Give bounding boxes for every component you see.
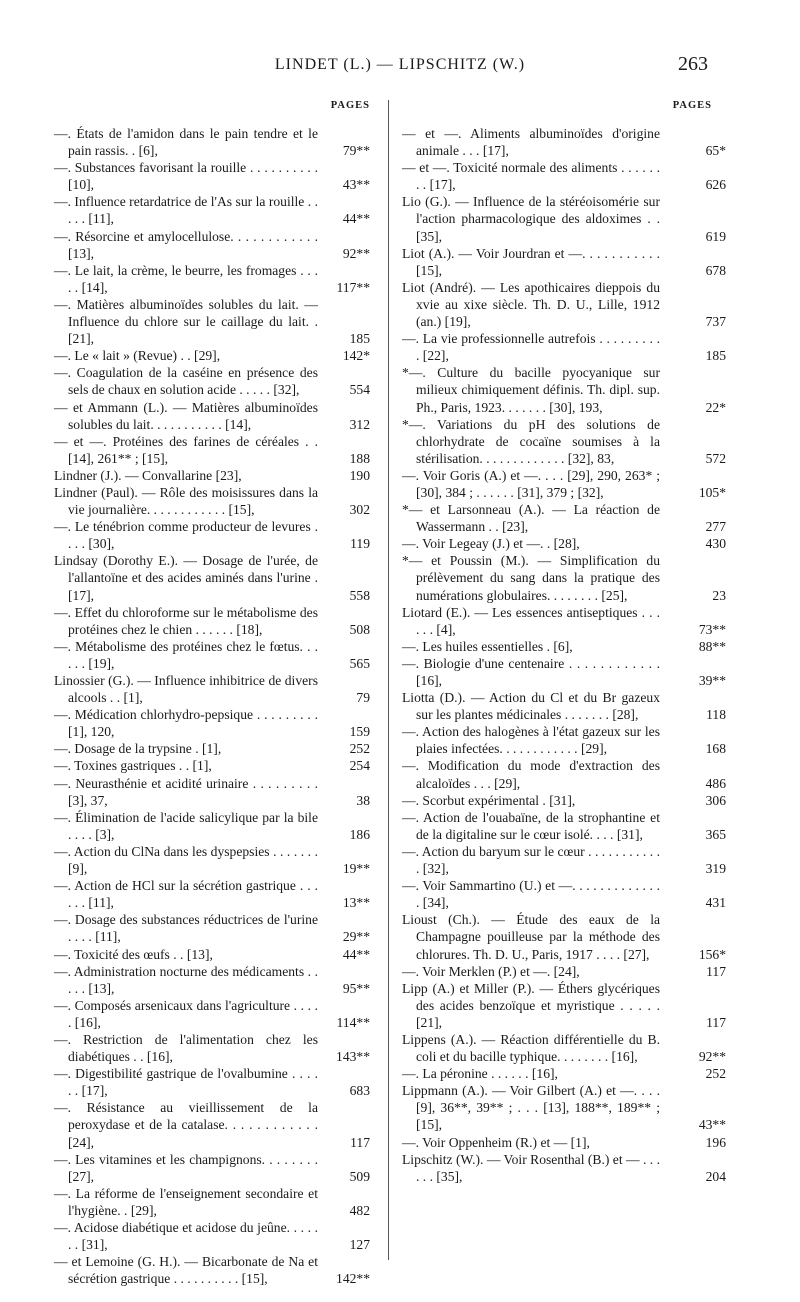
index-entry — [402, 911, 726, 962]
index-entry — [402, 193, 726, 244]
entry-text: Liot (André). — Les apothicaires dieppois du xvie au xixe siècle. Th. D. U., Lille, 1912 (an.) [19], — [402, 279, 660, 330]
entry-text: Lipschitz (W.). — Voir Rosenthal (B.) et — . . . . . . [35], — [402, 1151, 661, 1184]
index-entry — [402, 757, 726, 791]
index-entry — [402, 125, 726, 159]
index-entry — [402, 809, 726, 843]
index-entry — [54, 706, 370, 740]
entry-text: —. Toxines gastriques . . [1], — [54, 758, 212, 774]
entry-page-ref: 23 — [712, 587, 726, 603]
entry-text: —. Composés arsenicaux dans l'agriculture . . . . . [16], — [54, 997, 318, 1030]
index-entry — [54, 877, 370, 911]
entry-page-ref: 185 — [349, 331, 370, 347]
entry-page-ref: 127 — [349, 1237, 370, 1253]
entry-page-ref: 39** — [698, 673, 726, 688]
entry-page-ref: 88** — [698, 638, 726, 654]
index-entry — [402, 1134, 726, 1151]
entry-text: —. Action des halogènes à l'état gazeux sur les plaies infectées. . . . . . . . . . . . [29], — [402, 724, 660, 757]
entry-text: —. Matières albuminoïdes solubles du lait. — Influence du chlore sur le caillage du lait. . [21], — [54, 296, 318, 347]
index-entry — [402, 655, 726, 689]
entry-page-ref: 626 — [705, 177, 726, 193]
entry-page-ref: 79 — [356, 690, 370, 706]
entry-text: Lippens (A.). — Réaction différentielle du B. coli et du bacille typhique. . . . . . . . [16], — [402, 1031, 660, 1065]
index-entry — [402, 843, 726, 877]
entry-text: —. Voir Merklen (P.) et —. [24], — [402, 963, 580, 979]
entry-text: Liot (A.). — Voir Jourdran et —. . . . . . . . . . . [15], — [402, 245, 660, 278]
entry-text: —. Biologie d'une centenaire . . . . . . . . . . . . [16], — [402, 655, 660, 688]
entry-page-ref: 22* — [705, 399, 726, 415]
entry-text: *— et Larsonneau (A.). — La réaction de Wassermann . . [23], — [402, 502, 660, 535]
entry-page-ref: 79** — [342, 143, 370, 159]
entry-text: Lindner (J.). — Convallarine [23], — [54, 467, 242, 483]
entry-text: —. Action de HCl sur la sécrétion gastrique . . . . . . [11], — [54, 878, 318, 911]
index-entry — [402, 604, 726, 638]
index-entry — [402, 638, 726, 655]
entry-page-ref: 114** — [336, 1014, 370, 1030]
entry-page-ref: 95** — [342, 980, 370, 996]
entry-page-ref: 302 — [349, 502, 370, 518]
entry-page-ref: 619 — [705, 228, 726, 244]
entry-text: —. Les vitamines et les champignons. . . . . . . . [27], — [54, 1151, 318, 1184]
index-entry — [54, 467, 370, 484]
entry-page-ref: 196 — [705, 1134, 726, 1150]
entry-page-ref: 117 — [706, 1014, 726, 1030]
entry-text: — et Ammann (L.). — Matières albuminoïdes solubles du lait. . . . . . . . . . . [14], — [54, 399, 318, 432]
entry-page-ref: 190 — [349, 467, 370, 483]
index-entry — [54, 775, 370, 809]
entry-page-ref: 65* — [705, 143, 726, 159]
entry-page-ref: 73** — [698, 621, 726, 637]
entry-text: — et Lemoine (G. H.). — Bicarbonate de Na et sécrétion gastrique . . . . . . . . . . [15], — [54, 1254, 318, 1287]
entry-text: —. Coagulation de la caséine en présence des sels de chaux en solution acide . . . . . [32], — [54, 365, 318, 398]
entry-page-ref: 159 — [349, 724, 370, 740]
entry-page-ref: 19** — [342, 861, 370, 877]
index-entry — [402, 980, 726, 1031]
entry-text: —. Action de l'ouabaïne, de la strophantine et de la digitaline sur le cœur isolé. . . . [31], — [402, 809, 660, 842]
entry-page-ref: 105* — [698, 484, 726, 500]
index-entry — [54, 262, 370, 296]
entry-page-ref: 482 — [349, 1202, 370, 1218]
entry-page-ref: 29** — [342, 929, 370, 945]
index-entry — [402, 330, 726, 364]
index-entry — [54, 843, 370, 877]
index-entry — [54, 1099, 370, 1150]
entry-page-ref: 118 — [706, 707, 726, 723]
entry-page-ref: 117 — [706, 963, 726, 979]
entry-text: —. Le ténébrion comme producteur de levures . . . . [30], — [54, 519, 318, 552]
entry-text: —. Dosage des substances réductrices de l'urine . . . . [11], — [54, 912, 318, 945]
entry-text: —. La réforme de l'enseignement secondaire et l'hygiène. . [29], — [54, 1185, 318, 1218]
page-header — [0, 48, 800, 78]
entry-page-ref: 565 — [349, 655, 370, 671]
index-entry — [54, 1031, 370, 1065]
entry-text: —. Effet du chloroforme sur le métabolisme des protéines chez le chien . . . . . . [18], — [54, 604, 318, 637]
index-entry — [402, 245, 726, 279]
entry-page-ref: 558 — [349, 587, 370, 603]
entry-text: —. Voir Goris (A.) et —. . . . [29], 290, 263* ; [30], 384 ; . . . . . . [31], 379 ; [32], — [402, 467, 660, 500]
index-entry — [402, 1065, 726, 1082]
entry-text: Lipp (A.) et Miller (P.). — Éthers glycériques des acides benzoïque et myristique . . . . . [21], — [402, 980, 660, 1030]
entry-page-ref: 252 — [349, 741, 370, 757]
column-divider — [388, 100, 389, 1260]
index-entry — [54, 604, 370, 638]
index-entry — [54, 399, 370, 433]
index-entry — [54, 1185, 370, 1219]
index-entry — [402, 1151, 726, 1185]
entry-page-ref: 13** — [342, 895, 370, 911]
entry-text: —. Résorcine et amylocellulose. . . . . . . . . . . . [13], — [54, 228, 318, 261]
entry-text: —. Dosage de la trypsine . [1], — [54, 741, 222, 757]
entry-page-ref: 431 — [705, 895, 726, 911]
entry-text: *— et Poussin (M.). — Simplification du prélèvement du sang dans la pratique des numérations globulaires. . . . . . . . [25], — [402, 553, 660, 603]
entry-text: Liotta (D.). — Action du Cl et du Br gazeux sur les plantes médicinales . . . . . . . [28], — [402, 690, 660, 723]
index-entry — [402, 689, 726, 723]
entry-text: —. Métabolisme des protéines chez le fœtus. . . . . . [19], — [54, 638, 318, 671]
index-entry — [402, 279, 726, 330]
entry-text: Lindner (Paul). — Rôle des moisissures dans la vie journalière. . . . . . . . . . . . [15], — [54, 484, 318, 518]
entry-text: —. Toxicité des œufs . . [13], — [54, 946, 213, 962]
entry-page-ref: 142** — [336, 1271, 370, 1287]
entry-page-ref: 38 — [356, 792, 370, 808]
entry-page-ref: 44** — [342, 946, 370, 962]
entry-page-ref: 142* — [342, 348, 370, 364]
entry-page-ref: 44** — [342, 211, 370, 227]
entry-text: —. Voir Oppenheim (R.) et — [1], — [402, 1134, 590, 1150]
entry-page-ref: 43** — [698, 1117, 726, 1133]
entry-page-ref: 156* — [698, 946, 726, 962]
entry-text: —. Acidose diabétique et acidose du jeûne. . . . . . . [31], — [54, 1220, 318, 1253]
index-entry — [402, 792, 726, 809]
index-entry — [402, 467, 726, 501]
index-entry — [54, 1151, 370, 1185]
entry-text: Liotard (E.). — Les essences antiseptiques . . . . . . [4], — [402, 604, 660, 637]
entry-text: —. Voir Legeay (J.) et —. . [28], — [402, 536, 580, 552]
index-entry — [54, 672, 370, 706]
index-entry — [54, 638, 370, 672]
entry-page-ref: 186 — [349, 826, 370, 842]
entry-text: —. Neurasthénie et acidité urinaire . . . . . . . . . [3], 37, — [54, 775, 318, 808]
entry-page-ref: 143** — [336, 1049, 370, 1065]
entry-text: —. La péronine . . . . . . [16], — [402, 1066, 558, 1082]
running-title: LINDET (L.) — LIPSCHITZ (W.) — [274, 56, 526, 73]
entry-page-ref: 92** — [342, 245, 370, 261]
index-entry — [402, 877, 726, 911]
entry-page-ref: 119 — [350, 536, 370, 552]
index-entry — [54, 740, 370, 757]
index-entry — [54, 228, 370, 262]
entry-page-ref: 365 — [705, 826, 726, 842]
index-entry — [402, 1031, 726, 1065]
index-entry — [402, 552, 726, 603]
entry-text: — et —. Toxicité normale des aliments . . . . . . . . [17], — [402, 160, 660, 193]
entry-text: — et —. Aliments albuminoïdes d'origine animale . . . [17], — [402, 126, 660, 159]
index-entry — [54, 518, 370, 552]
index-entry — [402, 535, 726, 552]
entry-text: —. États de l'amidon dans le pain tendre et le pain rassis. . [6], — [54, 126, 318, 159]
entry-page-ref: 185 — [705, 348, 726, 364]
index-entry — [54, 946, 370, 963]
index-entry — [402, 159, 726, 193]
index-entry — [54, 757, 370, 774]
entry-page-ref: 117 — [350, 1134, 370, 1150]
entry-text: —. Influence retardatrice de l'As sur la rouille . . . . . [11], — [54, 194, 318, 227]
entry-text: —. Voir Sammartino (U.) et —. . . . . . . . . . . . . . [34], — [402, 878, 660, 911]
entry-text: Linossier (G.). — Influence inhibitrice de divers alcools . . [1], — [54, 673, 318, 706]
entry-text: —. Administration nocturne des médicaments . . . . . [13], — [54, 963, 318, 996]
entry-page-ref: 572 — [705, 450, 726, 466]
index-entry — [54, 1253, 370, 1287]
entry-text: Lioust (Ch.). — Étude des eaux de la Champagne pouilleuse par la méthode des chlorures. Th. D. U., Paris, 1917 . . . . [27], — [402, 912, 660, 962]
entry-text: —. Digestibilité gastrique de l'ovalbumine . . . . . . [17], — [54, 1066, 318, 1099]
entry-page-ref: 204 — [705, 1168, 726, 1184]
entry-text: Lindsay (Dorothy E.). — Dosage de l'urée, de l'allantoïne et des acides aminés dans l'urine . [17], — [54, 553, 318, 603]
entry-page-ref: 254 — [349, 758, 370, 774]
entry-page-ref: 306 — [705, 792, 726, 808]
entry-page-ref: 486 — [705, 775, 726, 791]
entry-page-ref: 117** — [336, 279, 370, 295]
entry-page-ref: 277 — [705, 519, 726, 535]
index-entry — [54, 911, 370, 945]
entry-page-ref: 737 — [705, 314, 726, 330]
entry-page-ref: 43** — [342, 177, 370, 193]
entry-text: Lio (G.). — Influence de la stéréoisomérie sur l'action pharmacologique des aldoximes . . [35], — [402, 194, 660, 244]
entry-text: —. Restriction de l'alimentation chez les diabétiques . . [16], — [54, 1031, 318, 1065]
entry-text: —. Le lait, la crème, le beurre, les fromages . . . . . [14], — [54, 262, 318, 295]
entry-page-ref: 683 — [349, 1083, 370, 1099]
entry-page-ref: 509 — [349, 1168, 370, 1184]
index-entry — [402, 1082, 726, 1133]
entry-page-ref: 188 — [349, 450, 370, 466]
entry-page-ref: 554 — [349, 382, 370, 398]
entry-page-ref: 319 — [705, 861, 726, 877]
index-entry — [402, 416, 726, 467]
index-entry — [54, 1065, 370, 1099]
index-entry — [54, 347, 370, 364]
entry-text: *—. Variations du pH des solutions de chlorhydrate de cocaïne soumises à la stérilisation. . . . . . . . . . . . . [32], 83, — [402, 416, 660, 466]
entry-text: —. Le « lait » (Revue) . . [29], — [54, 348, 221, 364]
index-entry — [54, 997, 370, 1031]
entry-page-ref: 92** — [698, 1049, 726, 1065]
entry-text: —. Les huiles essentielles . [6], — [402, 638, 573, 654]
entry-text: —. Action du ClNa dans les dyspepsies . . . . . . . [9], — [54, 843, 318, 877]
index-entry — [54, 1219, 370, 1253]
entry-text: Lippmann (A.). — Voir Gilbert (A.) et —. . . . [9], 36**, 39** ; . . . [13], 188**, 189** ; [15], — [402, 1083, 660, 1133]
entry-page-ref: 430 — [705, 536, 726, 552]
index-entry — [402, 963, 726, 980]
entry-text: — et —. Protéines des farines de céréales . . [14], 261** ; [15], — [54, 433, 318, 466]
entry-page-ref: 508 — [349, 621, 370, 637]
index-column-right — [402, 100, 726, 1185]
entry-text: —. Médication chlorhydro-pepsique . . . . . . . . . [1], 120, — [54, 707, 318, 740]
entry-text: —. Substances favorisant la rouille . . . . . . . . . . [10], — [54, 160, 318, 193]
index-entry — [54, 159, 370, 193]
entry-page-ref: 252 — [705, 1066, 726, 1082]
index-entry — [54, 809, 370, 843]
index-entry — [54, 963, 370, 997]
index-entry — [54, 552, 370, 603]
entry-text: —. La vie professionnelle autrefois . . . . . . . . . . [22], — [402, 331, 660, 364]
index-entry — [54, 484, 370, 518]
index-entry — [54, 296, 370, 347]
entry-page-ref: 168 — [705, 741, 726, 757]
entry-text: —. Scorbut expérimental . [31], — [402, 792, 576, 808]
index-entry — [54, 125, 370, 159]
index-entry — [54, 364, 370, 398]
entry-text: —. Modification du mode d'extraction des alcaloïdes . . . [29], — [402, 758, 660, 791]
page-number: 263 — [678, 53, 708, 75]
index-entry — [402, 501, 726, 535]
index-entry — [402, 364, 726, 415]
entry-text: —. Élimination de l'acide salicylique par la bile . . . . [3], — [54, 809, 318, 842]
column-header: PAGES — [330, 100, 370, 111]
entry-page-ref: 312 — [349, 416, 370, 432]
entry-page-ref: 678 — [705, 262, 726, 278]
entry-text: —. Résistance au vieillissement de la peroxydase et de la catalase. . . . . . . . . . . . [24], — [54, 1100, 318, 1150]
index-entry — [54, 433, 370, 467]
column-header: PAGES — [672, 100, 712, 111]
index-entry — [54, 193, 370, 227]
entry-text: —. Action du baryum sur le cœur . . . . . . . . . . . . [32], — [402, 843, 660, 877]
index-column-left — [54, 100, 370, 1287]
index-entry — [402, 723, 726, 757]
entry-text: *—. Culture du bacille pyocyanique sur milieux chimiquement définis. Th. dipl. sup. Ph., Paris, 1923. . . . . . . [30], 193, — [402, 365, 660, 415]
